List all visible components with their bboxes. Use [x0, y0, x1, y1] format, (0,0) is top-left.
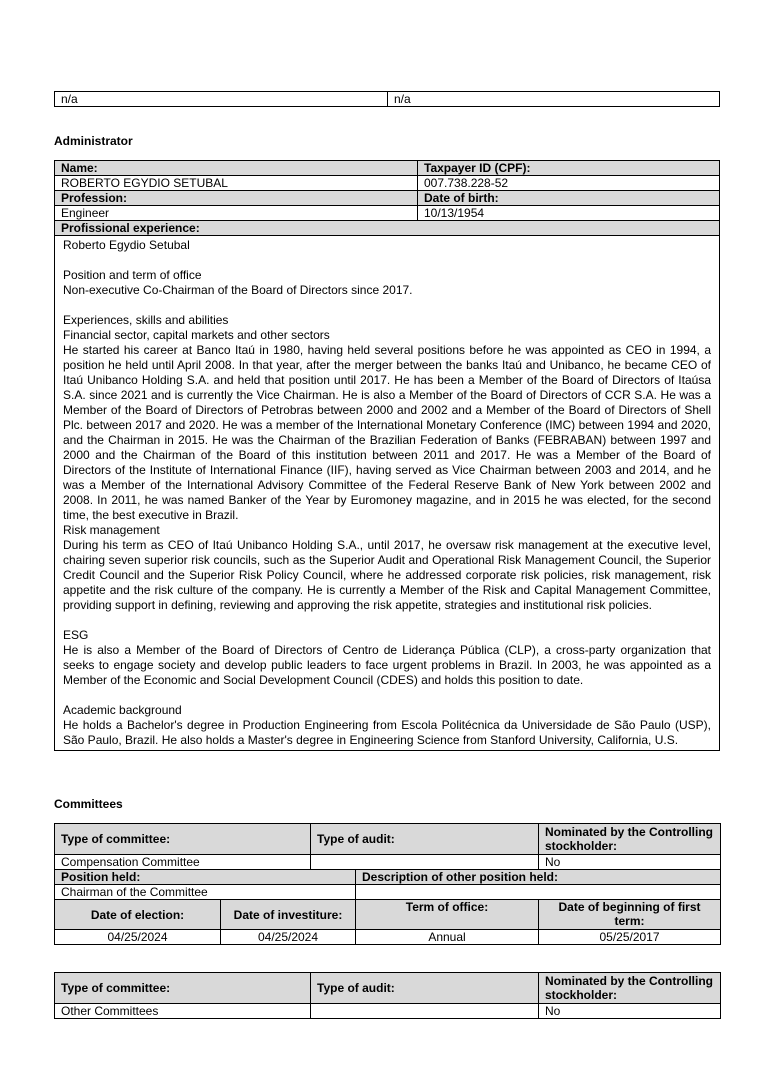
date-investiture-label: Date of investiture:	[221, 900, 356, 930]
dob-label: Date of birth:	[418, 191, 720, 206]
committee-table-1	[54, 823, 721, 945]
cpf-label: Taxpayer ID (CPF):	[418, 161, 720, 176]
academic-text: He holds a Bachelor's degree in Production Engineering from Escola Politécnica da Universidade de São Paulo (USP), São Paulo, Brazil. He also holds a Master's degree in Engineering Science from Stanford University, California, U.S.	[63, 718, 711, 747]
sector-line: Financial sector, capital markets and other sectors	[63, 328, 330, 342]
administrator-table	[54, 160, 720, 751]
esg-text: He is also a Member of the Board of Directors of Centro de Liderança Pública (CLP), a cross-party organization that seeks to engage society and develop public leaders to face urgent problems in Brazil. In 2003, he was appointed as a Member of the Economic and Social Development Council (CDES) and holds this position to date.	[63, 643, 711, 687]
experience-label: Profissional experience:	[55, 221, 720, 236]
skills-heading: Experiences, skills and abilities	[63, 313, 229, 327]
name-label: Name:	[55, 161, 418, 176]
committee-type-value: Compensation Committee	[55, 855, 311, 870]
term-office-label: Term of office:	[356, 900, 539, 930]
audit-type-label-2: Type of audit:	[311, 973, 539, 1004]
date-election-value: 04/25/2024	[55, 930, 221, 945]
committee-type-label: Type of committee:	[55, 824, 311, 855]
top-na-table	[54, 91, 720, 107]
audit-type-value-2	[311, 1004, 539, 1019]
date-investiture-value: 04/25/2024	[221, 930, 356, 945]
profession-value: Engineer	[55, 206, 418, 221]
bio-name: Roberto Egydio Setubal	[63, 238, 190, 252]
na-cell-1: n/a	[55, 92, 388, 107]
description-other-label: Description of other position held:	[356, 870, 721, 885]
dob-value: 10/13/1954	[418, 206, 720, 221]
administrator-heading: Administrator	[54, 134, 133, 148]
first-term-value: 05/25/2017	[539, 930, 721, 945]
position-held-value: Chairman of the Committee	[55, 885, 356, 900]
experience-body	[55, 236, 720, 751]
committee-type-value-2: Other Committees	[55, 1004, 311, 1019]
na-cell-2: n/a	[388, 92, 720, 107]
cpf-value: 007.738.228-52	[418, 176, 720, 191]
position-text: Non-executive Co-Chairman of the Board of Directors since 2017.	[63, 283, 413, 297]
risk-text: During his term as CEO of Itaú Unibanco Holding S.A., until 2017, he oversaw risk management at the executive level, chairing seven superior risk councils, such as the Superior Audit and Operational Risk Management Council, the Superior Credit Council and the Superior Risk Policy Council, where he addressed corporate risk policies, risk management, risk appetite and the risk culture of the company. He is currently a Member of the Risk and Capital Management Committee, providing support in defining, reviewing and approving the risk appetite, strategies and institutional risk policies.	[63, 538, 711, 612]
committees-heading: Committees	[54, 797, 123, 811]
committee-table-2	[54, 972, 721, 1019]
nominated-label: Nominated by the Controlling stockholder:	[539, 824, 721, 855]
nominated-value: No	[539, 855, 721, 870]
nominated-value-2: No	[539, 1004, 721, 1019]
first-term-label: Date of beginning of first term:	[539, 900, 721, 930]
description-other-value	[356, 885, 721, 900]
esg-heading: ESG	[63, 628, 89, 642]
risk-heading: Risk management	[63, 523, 160, 537]
committee-type-label-2: Type of committee:	[55, 973, 311, 1004]
academic-heading: Academic background	[63, 703, 182, 717]
career-text: He started his career at Banco Itaú in 1980, having held several positions before he was appointed as CEO in 1994, a position he held until April 2008. In that year, after the merger between the banks Itaú and Unibanco, he became CEO of Itaú Unibanco Holding S.A. and held that position until 2017. He has been a Member of the Board of Directors of Itaúsa S.A. since 2021 and is currently the Vice Chairman. He is also a Member of the Board of Directors of CCR S.A. He was a Member of the Board of Directors of Petrobras between 2000 and 2002 and a Member of the Board of Directors of Shell Plc. between 2017 and 2020. He was a member of the International Monetary Conference (IMC) between 1994 and 2020, and the Chairman in 2015. He was the Chairman of the Brazilian Federation of Banks (FEBRABAN) between 1997 and 2000 and the Chairman of the Board of this institution between 2011 and 2017. He was a Member of the Board of Directors of the Institute of International Finance (IIF), having served as Vice Chairman between 2003 and 2014, and he was a Member of the International Advisory Committee of the Federal Reserve Bank of New York between 2002 and 2008. In 2011, he was named Banker of the Year by Euromoney magazine, and in 2015 he was elected, for the second time, the best executive in Brazil.	[63, 343, 711, 522]
audit-type-value	[311, 855, 539, 870]
nominated-label-2: Nominated by the Controlling stockholder:	[539, 973, 721, 1004]
date-election-label: Date of election:	[55, 900, 221, 930]
profession-label: Profession:	[55, 191, 418, 206]
term-office-value: Annual	[356, 930, 539, 945]
position-heading: Position and term of office	[63, 268, 202, 282]
audit-type-label: Type of audit:	[311, 824, 539, 855]
name-value: ROBERTO EGYDIO SETUBAL	[55, 176, 418, 191]
position-held-label: Position held:	[55, 870, 356, 885]
